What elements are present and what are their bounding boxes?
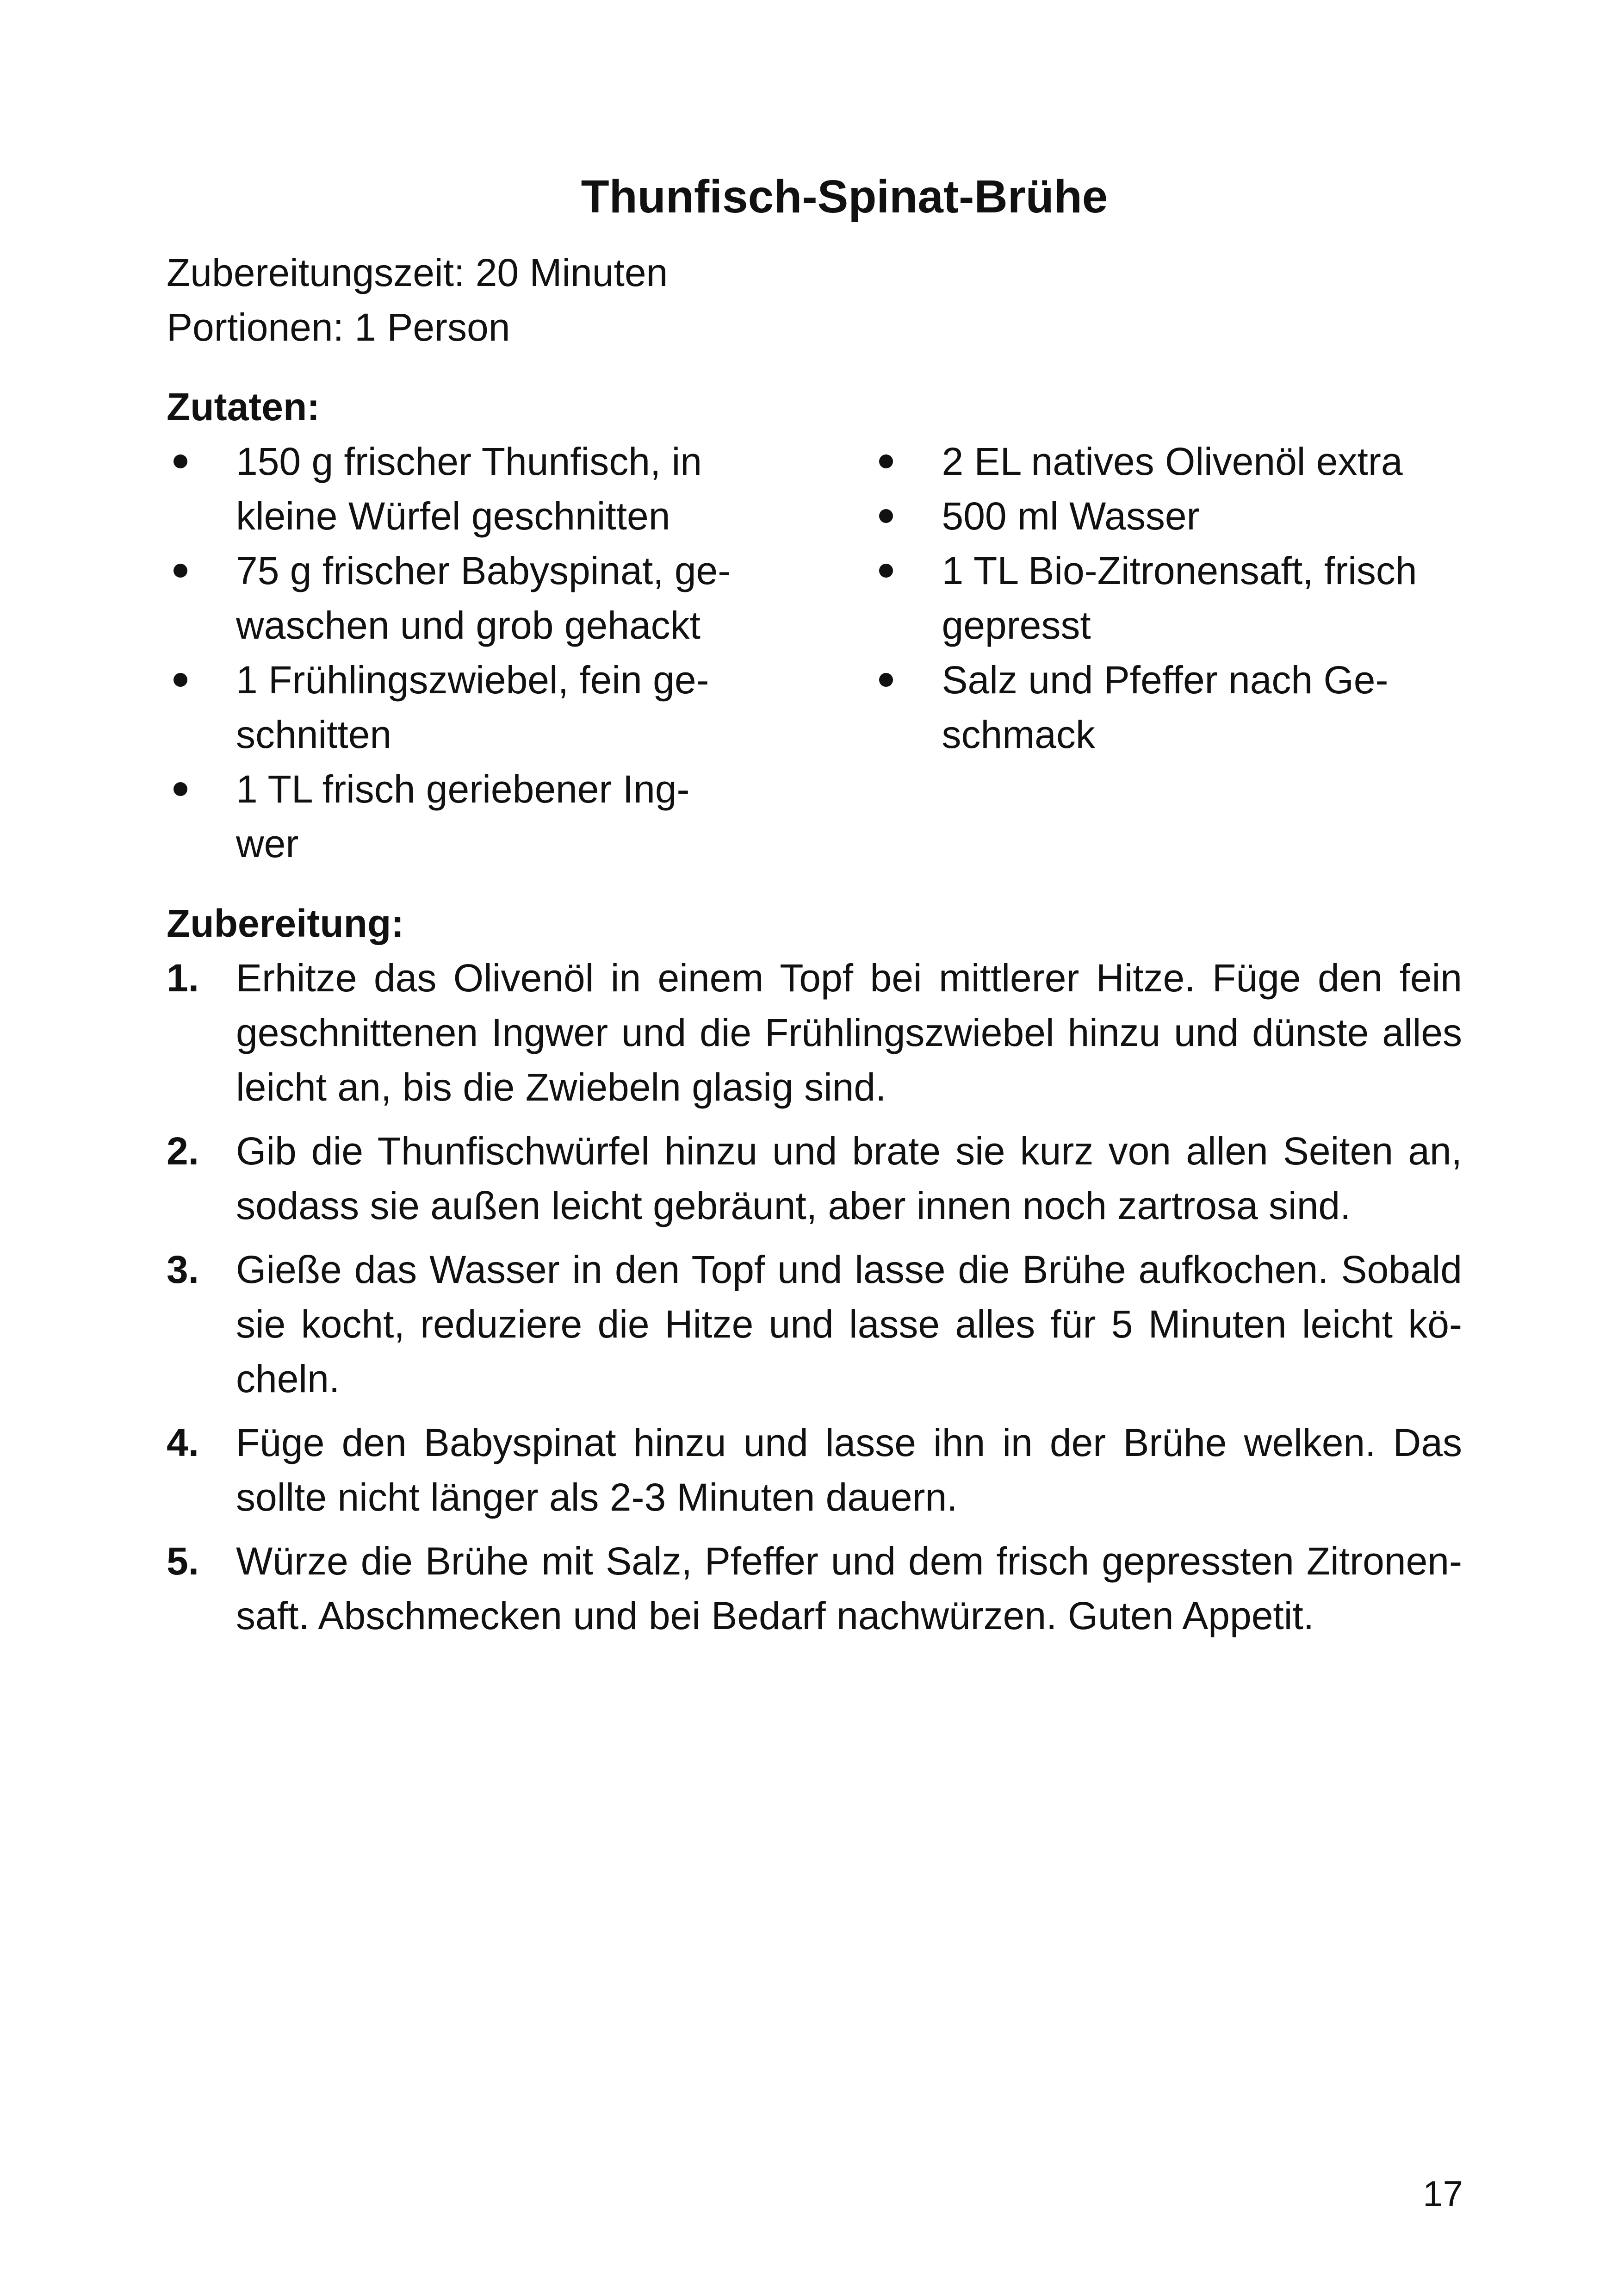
bullet-icon — [174, 673, 187, 687]
bullet-icon — [879, 454, 893, 468]
step-number: 5. — [167, 1539, 199, 1583]
step-item — [167, 1124, 1462, 1233]
step-number: 3. — [167, 1248, 199, 1291]
step-text: Gieße das Wasser in den Topf und lasse die Brühe aufkochen. Sobald sie kocht, reduziere die Hitze und lasse alles für 5 Minuten leicht köcheln. — [236, 1248, 1462, 1400]
ingredient-item — [872, 434, 1462, 489]
ingredient-item — [167, 434, 733, 543]
ingredient-text: 75 g frischer Babyspinat, gewaschen und grob gehackt — [236, 549, 731, 647]
ingredient-text: 1 Frühlingszwiebel, fein geschnitten — [236, 658, 709, 756]
recipe-page — [167, 167, 1462, 1652]
step-item — [167, 951, 1462, 1114]
page-number: 17 — [1423, 2173, 1463, 2214]
preparation-heading: Zubereitung: — [167, 902, 404, 945]
step-text: Gib die Thunfischwürfel hinzu und brate sie kurz von allen Seiten an, sodass sie außen leicht gebräunt, aber innen noch zartrosa sind. — [236, 1129, 1462, 1227]
step-number: 2. — [167, 1129, 199, 1173]
ingredients-column-left — [167, 434, 733, 871]
preparation-steps — [167, 951, 1462, 1643]
ingredient-text: 2 EL natives Olivenöl extra — [942, 440, 1403, 483]
ingredient-item — [872, 489, 1462, 543]
ingredient-text: 150 g frischer Thunfisch, in kleine Würfel geschnitten — [236, 440, 702, 538]
step-number: 4. — [167, 1421, 199, 1464]
portions: Portionen: 1 Person — [167, 305, 510, 349]
recipe-title: Thunfisch-Spinat-Brühe — [581, 171, 1108, 223]
bullet-icon — [174, 782, 187, 796]
ingredients-heading: Zutaten: — [167, 385, 320, 429]
ingredient-item — [872, 653, 1462, 762]
step-text: Füge den Babyspinat hinzu und lasse ihn in der Brühe welken. Das sollte nicht länger als 2-3 Minuten dauern. — [236, 1421, 1462, 1519]
bullet-icon — [879, 673, 893, 687]
bullet-icon — [174, 454, 187, 468]
ingredient-item — [872, 543, 1462, 653]
prep-time: Zubereitungszeit: 20 Minuten — [167, 251, 668, 294]
step-item — [167, 1534, 1462, 1643]
bullet-icon — [879, 509, 893, 523]
ingredients-list — [167, 434, 1462, 871]
ingredients-column-right — [872, 434, 1462, 871]
bullet-icon — [879, 564, 893, 578]
step-text: Erhitze das Olivenöl in einem Topf bei mittlerer Hitze. Füge den fein geschnittenen Ingwer und die Frühlingszwiebel hinzu und dünste alles leicht an, bis die Zwiebeln glasig sind. — [236, 956, 1462, 1109]
ingredient-text: Salz und Pfeffer nach Geschmack — [942, 658, 1389, 756]
ingredient-item — [167, 543, 733, 653]
step-item — [167, 1242, 1462, 1406]
ingredient-text: 1 TL Bio-Zitronensaft, frisch gepresst — [942, 549, 1417, 647]
ingredient-item — [167, 762, 733, 871]
step-text: Würze die Brühe mit Salz, Pfeffer und dem frisch gepressten Zitronensaft. Abschmecken und bei Bedarf nachwürzen. Guten Appetit. — [236, 1539, 1462, 1637]
step-item — [167, 1415, 1462, 1524]
ingredient-text: 1 TL frisch geriebener Ingwer — [236, 767, 690, 865]
ingredient-text: 500 ml Wasser — [942, 494, 1200, 538]
bullet-icon — [174, 564, 187, 578]
step-number: 1. — [167, 956, 199, 1000]
ingredient-item — [167, 653, 733, 762]
